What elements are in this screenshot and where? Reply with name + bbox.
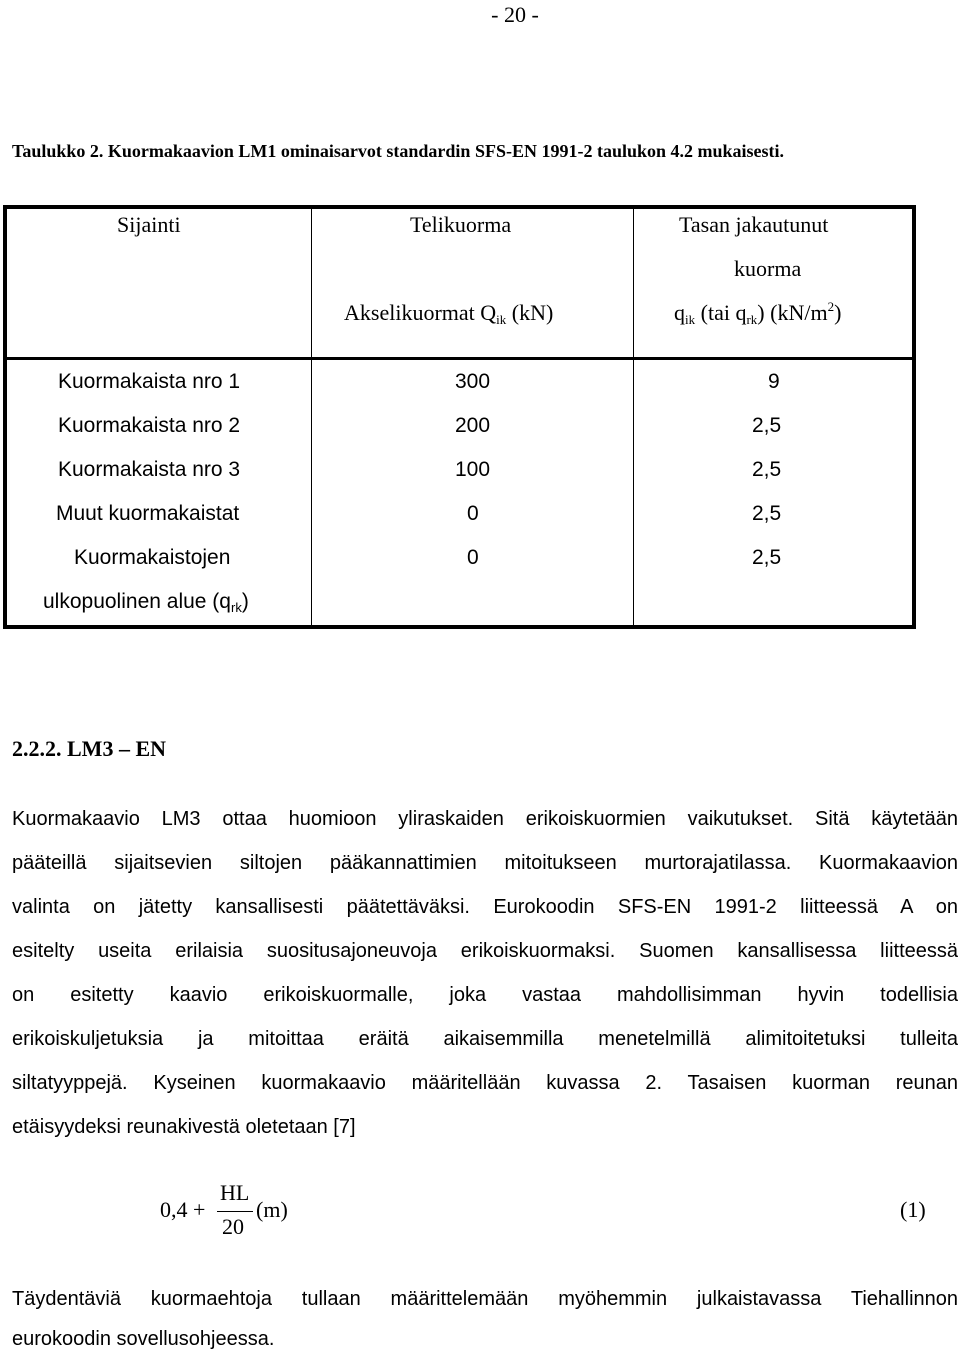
load-table [3, 205, 916, 629]
table-cell-udl: 9 [768, 370, 780, 393]
paragraph-line: valinta on jätetty kansallisesti päätettäväksi. Eurokoodin SFS-EN 1991-2 liitteessä A on [12, 896, 958, 918]
column-divider [633, 209, 634, 625]
table-cell-location: Kuormakaistojen [74, 546, 231, 569]
table-cell-location: Kuormakaista nro 3 [58, 458, 241, 481]
paragraph-line: etäisyydeksi reunakivestä oletetaan [7] [12, 1116, 356, 1138]
table-cell-location-2: ulkopuolinen alue $(q_{rk})$ [43, 590, 249, 615]
paragraph-line: Täydentäviä kuormaehtoja tullaan määrittelemään myöhemmin julkaistavassa Tiehallinnon [12, 1288, 958, 1310]
table-cell-udl: 2,5 [752, 458, 782, 481]
fraction-bar [217, 1211, 253, 1212]
formula-unit: (m) [256, 1197, 288, 1222]
table-caption: Taulukko 2. Kuormakaavion LM1 ominaisarvot standardin SFS-EN 1991-2 taulukon 4.2 mukaisesti. [12, 141, 784, 161]
section-heading: 2.2.2. LM3 – EN [12, 736, 166, 761]
equation-number: (1) [900, 1197, 926, 1222]
header-divider [7, 357, 912, 360]
paragraph-line: pääteillä sijaitsevien siltojen pääkannattimien mitoitukseen murtorajatilassa. Kuormakaavion [12, 852, 958, 874]
header-udl-title: Tasan jakautunut [679, 212, 829, 237]
table-cell-axle: 200 [455, 414, 491, 437]
header-axle-units: Akselikuormat $Q_{ik}$ (kN) [344, 300, 554, 327]
table-cell-location: Muut kuormakaistat [56, 502, 240, 525]
paragraph-line: eurokoodin sovellusohjeessa. [12, 1328, 275, 1350]
paragraph-line: siltatyyppejä. Kyseinen kuormakaavio määritellään kuvassa 2. Tasaisen kuorman reunan [12, 1072, 958, 1094]
header-location: Sijainti [117, 212, 181, 237]
page-number: - 20 - [491, 2, 539, 27]
table-cell-udl: 2,5 [752, 502, 782, 525]
table-cell-location: Kuormakaista nro 1 [58, 370, 241, 393]
header-axle-title: Telikuorma [410, 212, 512, 237]
table-cell-axle: 0 [467, 502, 479, 525]
column-divider [311, 209, 312, 625]
table-cell-location: Kuormakaista nro 2 [58, 414, 241, 437]
formula-constant: 0,4 + [160, 1197, 206, 1222]
paragraph-line: esitelty useita erilaisia suositusajoneuvoja erikoiskuormaksi. Suomen kansallisessa liitteessä [12, 940, 958, 962]
table-cell-axle: 300 [455, 370, 491, 393]
table-cell-udl: 2,5 [752, 414, 782, 437]
paragraph-line: Kuormakaavio LM3 ottaa huomioon yliraskaiden erikoiskuormien vaikutukset. Sitä käytetään [12, 808, 958, 830]
header-udl-units: $q_{ik}$ (tai $q_{rk}$) $(kN/m^2)$ [674, 299, 842, 327]
formula-numerator: HL [220, 1180, 250, 1205]
table-cell-axle: 0 [467, 546, 479, 569]
table-cell-axle: 100 [455, 458, 491, 481]
header-udl-title-2: kuorma [734, 256, 802, 281]
paragraph-line: on esitetty kaavio erikoiskuormalle, joka vastaa mahdollisimman hyvin todellisia [12, 984, 958, 1006]
paragraph-line: erikoiskuljetuksia ja mitoittaa eräitä aikaisemmilla menetelmillä alimitoitetuksi tulleita [12, 1028, 958, 1050]
table-cell-udl: 2,5 [752, 546, 782, 569]
formula-denominator: 20 [222, 1214, 244, 1239]
